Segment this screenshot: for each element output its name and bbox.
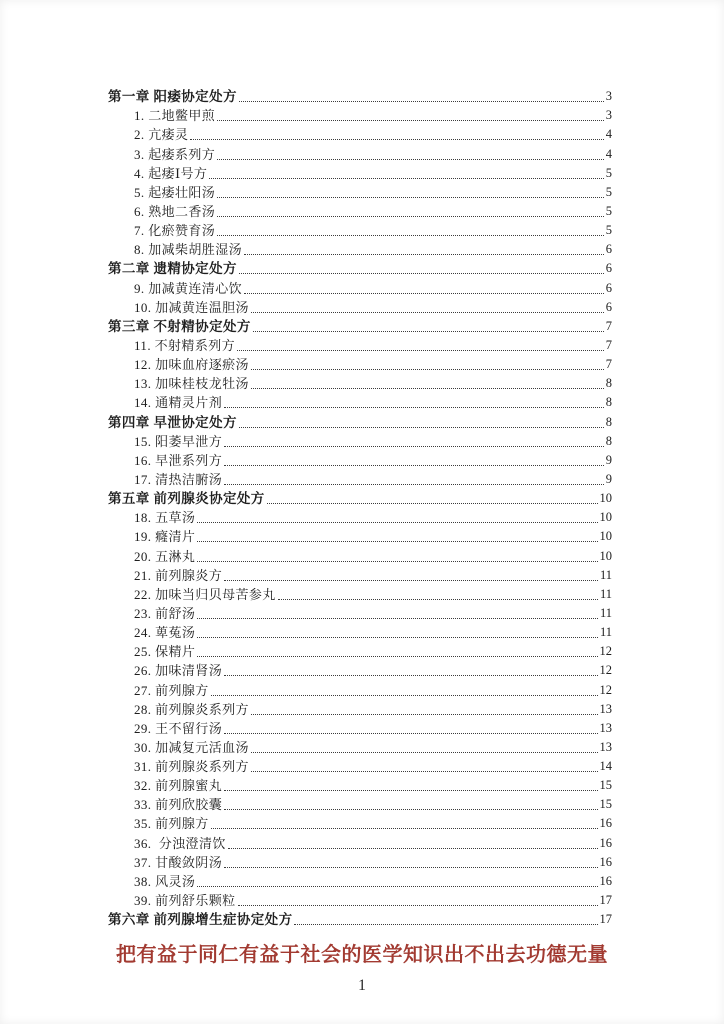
toc-entry-page: 10 bbox=[599, 529, 612, 544]
toc-entry-label: 37. 甘酸敛阴汤 bbox=[134, 854, 223, 870]
toc-entry-page: 17 bbox=[599, 893, 612, 908]
toc-entry-label: 12. 加味血府逐瘀汤 bbox=[134, 357, 249, 373]
toc-entry-label: 第一章 阳痿协定处方 bbox=[108, 89, 237, 105]
dotted-leader bbox=[244, 293, 604, 294]
toc-entry-page: 12 bbox=[599, 663, 612, 678]
toc-entry-page: 8 bbox=[605, 433, 612, 448]
toc-entry-page: 9 bbox=[605, 471, 612, 486]
toc-item-row bbox=[108, 220, 612, 239]
dotted-leader bbox=[197, 637, 598, 638]
toc-item-row bbox=[108, 201, 612, 220]
toc-entry-label: 19. 癃清片 bbox=[134, 529, 196, 545]
toc-item-row bbox=[108, 354, 612, 373]
toc-entry-page: 10 bbox=[599, 510, 612, 525]
toc-entry-page: 8 bbox=[605, 376, 612, 391]
toc-entry-page: 7 bbox=[605, 337, 612, 352]
dotted-leader bbox=[224, 867, 597, 868]
page-number: 1 bbox=[358, 977, 366, 994]
toc-entry-label: 16. 早泄系列方 bbox=[134, 452, 223, 468]
toc-item-row bbox=[108, 277, 612, 296]
dotted-leader bbox=[217, 235, 604, 236]
footer-slogan: 把有益于同仁有益于社会的医学知识出不出去功德无量 bbox=[116, 944, 608, 966]
toc-entry-page: 6 bbox=[605, 280, 612, 295]
dotted-leader bbox=[239, 427, 604, 428]
dotted-leader bbox=[190, 139, 603, 140]
dotted-leader bbox=[238, 905, 598, 906]
toc-entry-label: 29. 王不留行汤 bbox=[134, 720, 223, 736]
toc-entry-label: 26. 加味清肾汤 bbox=[134, 663, 223, 679]
toc-entry-label: 39. 前列舒乐颗粒 bbox=[134, 893, 236, 909]
dotted-leader bbox=[197, 656, 597, 657]
toc-item-row bbox=[108, 163, 612, 182]
toc-item-row bbox=[108, 239, 612, 258]
toc-item-row bbox=[108, 507, 612, 526]
dotted-leader bbox=[278, 599, 598, 600]
dotted-leader bbox=[251, 771, 598, 772]
toc-item-row bbox=[108, 603, 612, 622]
toc-item-row bbox=[108, 297, 612, 316]
dotted-leader bbox=[251, 369, 604, 370]
toc-entry-label: 17. 清热洁腑汤 bbox=[134, 471, 223, 487]
toc-item-row bbox=[108, 641, 612, 660]
toc-item-row bbox=[108, 737, 612, 756]
toc-entry-label: 8. 加减柴胡胜湿汤 bbox=[134, 242, 243, 258]
toc-entry-page: 17 bbox=[599, 912, 612, 927]
dotted-leader bbox=[251, 388, 604, 389]
toc-entry-label: 21. 前列腺炎方 bbox=[134, 567, 223, 583]
toc-entry-page: 3 bbox=[605, 108, 612, 123]
toc-entry-label: 22. 加味当归贝母苦参丸 bbox=[134, 586, 276, 602]
toc-entry-label: 35. 前列腺方 bbox=[134, 816, 209, 832]
toc-item-row bbox=[108, 526, 612, 545]
toc-item-row bbox=[108, 335, 612, 354]
toc-item-row bbox=[108, 584, 612, 603]
toc-entry-label: 9. 加减黄连清心饮 bbox=[134, 280, 243, 296]
toc-entry-label: 36. 分浊澄清饮 bbox=[134, 835, 226, 851]
toc-entry-page: 5 bbox=[605, 203, 612, 218]
dotted-leader bbox=[197, 541, 597, 542]
toc-entry-page: 13 bbox=[599, 701, 612, 716]
toc-entry-label: 第三章 不射精协定处方 bbox=[108, 318, 251, 334]
toc-item-row bbox=[108, 679, 612, 698]
toc-item-row bbox=[108, 565, 612, 584]
toc-item-row bbox=[108, 871, 612, 890]
toc-entry-label: 7. 化瘀赞育汤 bbox=[134, 223, 216, 239]
dotted-leader bbox=[239, 273, 604, 274]
dotted-leader bbox=[224, 465, 604, 466]
toc-entry-label: 14. 通精灵片剂 bbox=[134, 395, 223, 411]
toc-entry-page: 6 bbox=[605, 242, 612, 257]
toc-item-row bbox=[108, 469, 612, 488]
toc-entry-label: 30. 加减复元活血汤 bbox=[134, 739, 249, 755]
toc-entry-page: 4 bbox=[605, 146, 612, 161]
toc-chapter-row bbox=[108, 86, 612, 105]
dotted-leader bbox=[251, 752, 598, 753]
dotted-leader bbox=[209, 178, 603, 179]
toc-item-row bbox=[108, 890, 612, 909]
dotted-leader bbox=[224, 675, 597, 676]
toc-entry-label: 32. 前列腺蜜丸 bbox=[134, 778, 223, 794]
dotted-leader bbox=[224, 407, 604, 408]
toc-chapter-row bbox=[108, 488, 612, 507]
toc-entry-page: 16 bbox=[599, 816, 612, 831]
toc-entry-page: 14 bbox=[599, 759, 612, 774]
toc-entry-label: 38. 风灵汤 bbox=[134, 873, 196, 889]
dotted-leader bbox=[217, 197, 604, 198]
toc-entry-label: 第二章 遗精协定处方 bbox=[108, 261, 237, 277]
toc-item-row bbox=[108, 832, 612, 851]
toc-entry-label: 15. 阳萎早泄方 bbox=[134, 433, 223, 449]
toc-entry-page: 11 bbox=[599, 586, 612, 601]
toc-entry-page: 5 bbox=[605, 223, 612, 238]
toc-entry-label: 第五章 前列腺炎协定处方 bbox=[108, 491, 265, 507]
toc-entry-label: 10. 加减黄连温胆汤 bbox=[134, 299, 249, 315]
toc-entry-label: 6. 熟地二香汤 bbox=[134, 203, 216, 219]
toc-entry-label: 20. 五淋丸 bbox=[134, 548, 196, 564]
toc-item-row bbox=[108, 182, 612, 201]
toc-entry-page: 5 bbox=[605, 184, 612, 199]
dotted-leader bbox=[251, 312, 604, 313]
toc-entry-page: 9 bbox=[605, 452, 612, 467]
toc-chapter-row bbox=[108, 909, 612, 928]
dotted-leader bbox=[211, 828, 598, 829]
dotted-leader bbox=[239, 101, 604, 102]
toc-entry-page: 7 bbox=[605, 357, 612, 372]
toc-item-row bbox=[108, 373, 612, 392]
toc-item-row bbox=[108, 105, 612, 124]
dotted-leader bbox=[224, 733, 597, 734]
dotted-leader bbox=[197, 561, 597, 562]
toc-entry-page: 11 bbox=[599, 605, 612, 620]
toc-entry-page: 15 bbox=[599, 778, 612, 793]
toc-item-row bbox=[108, 392, 612, 411]
toc-entry-page: 15 bbox=[599, 797, 612, 812]
toc-item-row bbox=[108, 699, 612, 718]
toc-item-row bbox=[108, 450, 612, 469]
toc-entry-label: 31. 前列腺炎系列方 bbox=[134, 759, 249, 775]
toc-item-row bbox=[108, 813, 612, 832]
toc-item-row bbox=[108, 775, 612, 794]
toc-item-row bbox=[108, 545, 612, 564]
toc-entry-page: 10 bbox=[599, 548, 612, 563]
toc-entry-page: 6 bbox=[605, 261, 612, 276]
dotted-leader bbox=[244, 254, 604, 255]
dotted-leader bbox=[197, 618, 598, 619]
toc-entry-page: 16 bbox=[599, 854, 612, 869]
dotted-leader bbox=[267, 503, 598, 504]
toc-entry-label: 4. 起痿Ⅰ号方 bbox=[134, 165, 208, 181]
toc-entry-label: 28. 前列腺炎系列方 bbox=[134, 701, 249, 717]
toc-entry-page: 6 bbox=[605, 299, 612, 314]
toc-entry-label: 1. 二地鳖甲煎 bbox=[134, 108, 216, 124]
toc-item-row bbox=[108, 124, 612, 143]
toc-entry-label: 11. 不射精系列方 bbox=[134, 337, 236, 353]
toc-entry-page: 5 bbox=[605, 165, 612, 180]
dotted-leader bbox=[217, 120, 604, 121]
toc-chapter-row bbox=[108, 316, 612, 335]
toc-entry-label: 3. 起痿系列方 bbox=[134, 146, 216, 162]
toc-item-row bbox=[108, 143, 612, 162]
toc-item-row bbox=[108, 660, 612, 679]
toc-entry-page: 16 bbox=[599, 835, 612, 850]
toc-entry-page: 8 bbox=[605, 414, 612, 429]
toc-entry-label: 5. 起痿壮阳汤 bbox=[134, 184, 216, 200]
toc-entry-page: 13 bbox=[599, 739, 612, 754]
toc-entry-label: 33. 前列欣胶囊 bbox=[134, 797, 223, 813]
toc-item-row bbox=[108, 794, 612, 813]
toc-item-row bbox=[108, 718, 612, 737]
toc-entry-page: 4 bbox=[605, 127, 612, 142]
dotted-leader bbox=[224, 580, 598, 581]
table-of-contents bbox=[108, 86, 612, 928]
dotted-leader bbox=[197, 522, 597, 523]
toc-entry-label: 25. 保精片 bbox=[134, 644, 196, 660]
toc-item-row bbox=[108, 852, 612, 871]
toc-entry-page: 10 bbox=[599, 491, 612, 506]
dotted-leader bbox=[211, 695, 598, 696]
toc-entry-page: 11 bbox=[599, 625, 612, 640]
toc-entry-label: 23. 前舒汤 bbox=[134, 605, 196, 621]
dotted-leader bbox=[294, 924, 597, 925]
toc-entry-label: 13. 加味桂枝龙牡汤 bbox=[134, 376, 249, 392]
dotted-leader bbox=[217, 159, 604, 160]
toc-item-row bbox=[108, 756, 612, 775]
dotted-leader bbox=[253, 331, 604, 332]
toc-entry-page: 11 bbox=[599, 567, 612, 582]
dotted-leader bbox=[224, 446, 604, 447]
toc-item-row bbox=[108, 622, 612, 641]
toc-entry-page: 13 bbox=[599, 720, 612, 735]
toc-item-row bbox=[108, 431, 612, 450]
dotted-leader bbox=[228, 848, 598, 849]
toc-entry-page: 7 bbox=[605, 318, 612, 333]
toc-entry-label: 24. 萆菟汤 bbox=[134, 625, 196, 641]
toc-entry-label: 18. 五草汤 bbox=[134, 510, 196, 526]
toc-entry-page: 12 bbox=[599, 644, 612, 659]
toc-entry-label: 第六章 前列腺增生症协定处方 bbox=[108, 912, 293, 928]
toc-entry-label: 第四章 早泄协定处方 bbox=[108, 414, 237, 430]
dotted-leader bbox=[251, 714, 598, 715]
toc-entry-label: 27. 前列腺方 bbox=[134, 682, 209, 698]
dotted-leader bbox=[197, 886, 597, 887]
dotted-leader bbox=[224, 484, 604, 485]
toc-chapter-row bbox=[108, 411, 612, 430]
dotted-leader bbox=[224, 790, 597, 791]
dotted-leader bbox=[237, 350, 604, 351]
toc-entry-page: 16 bbox=[599, 873, 612, 888]
dotted-leader bbox=[217, 216, 604, 217]
toc-entry-page: 8 bbox=[605, 395, 612, 410]
toc-chapter-row bbox=[108, 258, 612, 277]
toc-entry-label: 2. 亢痿灵 bbox=[134, 127, 189, 143]
toc-entry-page: 3 bbox=[605, 89, 612, 104]
toc-entry-page: 12 bbox=[599, 682, 612, 697]
dotted-leader bbox=[224, 809, 597, 810]
